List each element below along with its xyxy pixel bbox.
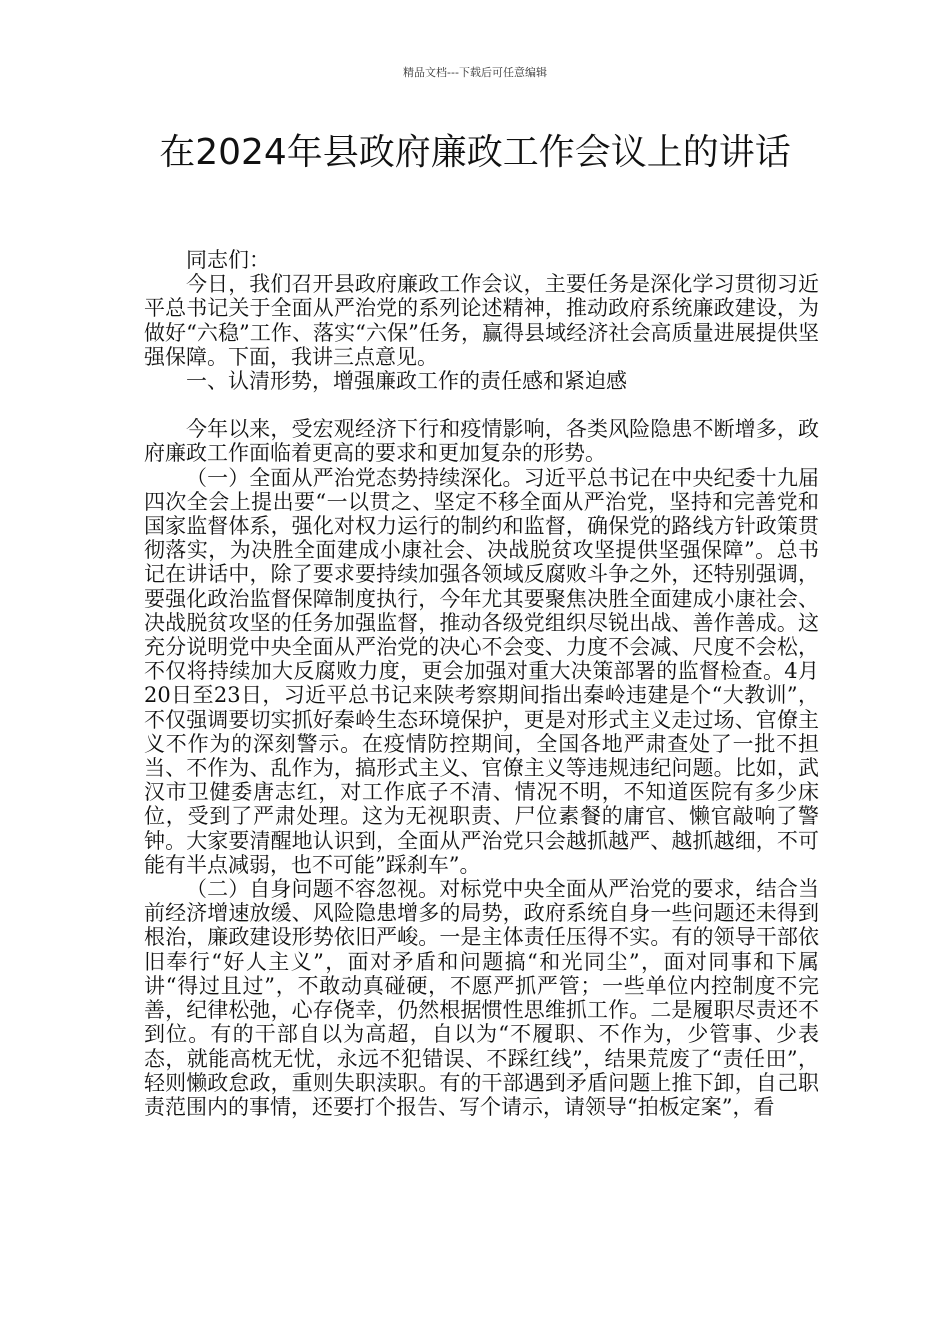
document-title: 在2024年县政府廉政工作会议上的讲话	[159, 132, 791, 173]
section1-intro-paragraph: 今年以来，受宏观经济下行和疫情影响，各类风险隐患不断增多，政府廉政工作面临着更高的要求和更加复杂的形势。	[144, 417, 819, 466]
salutation: 同志们：	[186, 248, 270, 272]
page-header-watermark: 精品文档---下载后可任意编辑	[403, 66, 547, 79]
paragraph-1: （一）全面从严治党态势持续深化。习近平总书记在中央纪委十九届四次全会上提出要“一以贯之、坚定不移全面从严治党，坚持和完善党和国家监督体系，强化对权力运行的制约和监督，确保党的路线方针政策贯彻落实，为决胜全面建成小康社会、决战脱贫攻坚提供坚强保障”。总书记在讲话中，除了要求要持续加强各领域反腐败斗争之外，还特别强调，要强化政治监督保障制度执行，今年尤其要聚焦决胜全面建成小康社会、决战脱贫攻坚的任务加强监督，推动各级党组织尽锐出战、善作善成。这充分说明党中央全面从严治党的决心不会变、力度不会减、尺度不会松，不仅将持续加大反腐败力度，更会加强对重大决策部署的监督检查。4月20日至23日，习近平总书记来陕考察期间指出秦岭违建是个“大教训”，不仅强调要切实抓好秦岭生态环境保护，更是对形式主义走过场、官僚主义不作为的深刻警示。在疫情防控期间，全国各地严肃查处了一批不担当、不作为、乱作为，搞形式主义、官僚主义等违规违纪问题。比如，武汉市卫健委唐志红，对工作底子不清、情况不明，不知道医院有多少床位，受到了严肃处理。这为无视职责、尸位素餐的庸官、懒官敲响了警钟。大家要清醒地认识到，全面从严治党只会越抓越严、越抓越细，不可能有半点减弱，也不可能”踩刹车”。	[144, 465, 819, 877]
section-heading-1: 一、认清形势，增强廉政工作的责任感和紧迫感	[186, 369, 627, 394]
paragraph-2: （二）自身问题不容忽视。对标党中央全面从严治党的要求，结合当前经济增速放缓、风险隐患增多的局势，政府系统自身一些问题还未得到根治，廉政建设形势依旧严峻。一是主体责任压得不实。有的领导干部依旧奉行“好人主义”，面对矛盾和问题搞“和光同尘”，面对同事和下属讲“得过且过”，不敢动真碰硬，不愿严抓严管；一些单位内控制度不完善，纪律松弛，心存侥幸，仍然根据惯性思维抓工作。二是履职尽责还不到位。有的干部自以为高超，自以为“不履职、不作为，少管事、少表态，就能高枕无忧，永远不犯错误、不踩红线”，结果荒废了“责任田”，轻则懒政怠政，重则失职渎职。有的干部遇到矛盾问题上推下卸，自己职责范围内的事情，还要打个报告、写个请示，请领导“拍板定案”，看	[144, 877, 819, 1119]
intro-paragraph: 今日，我们召开县政府廉政工作会议，主要任务是深化学习贯彻习近平总书记关于全面从严治党的系列论述精神，推动政府系统廉政建设，为做好“六稳”工作、落实“六保”任务，赢得县域经济社会高质量进展提供坚强保障。下面，我讲三点意见。	[144, 272, 819, 369]
document-body	[144, 248, 819, 1119]
